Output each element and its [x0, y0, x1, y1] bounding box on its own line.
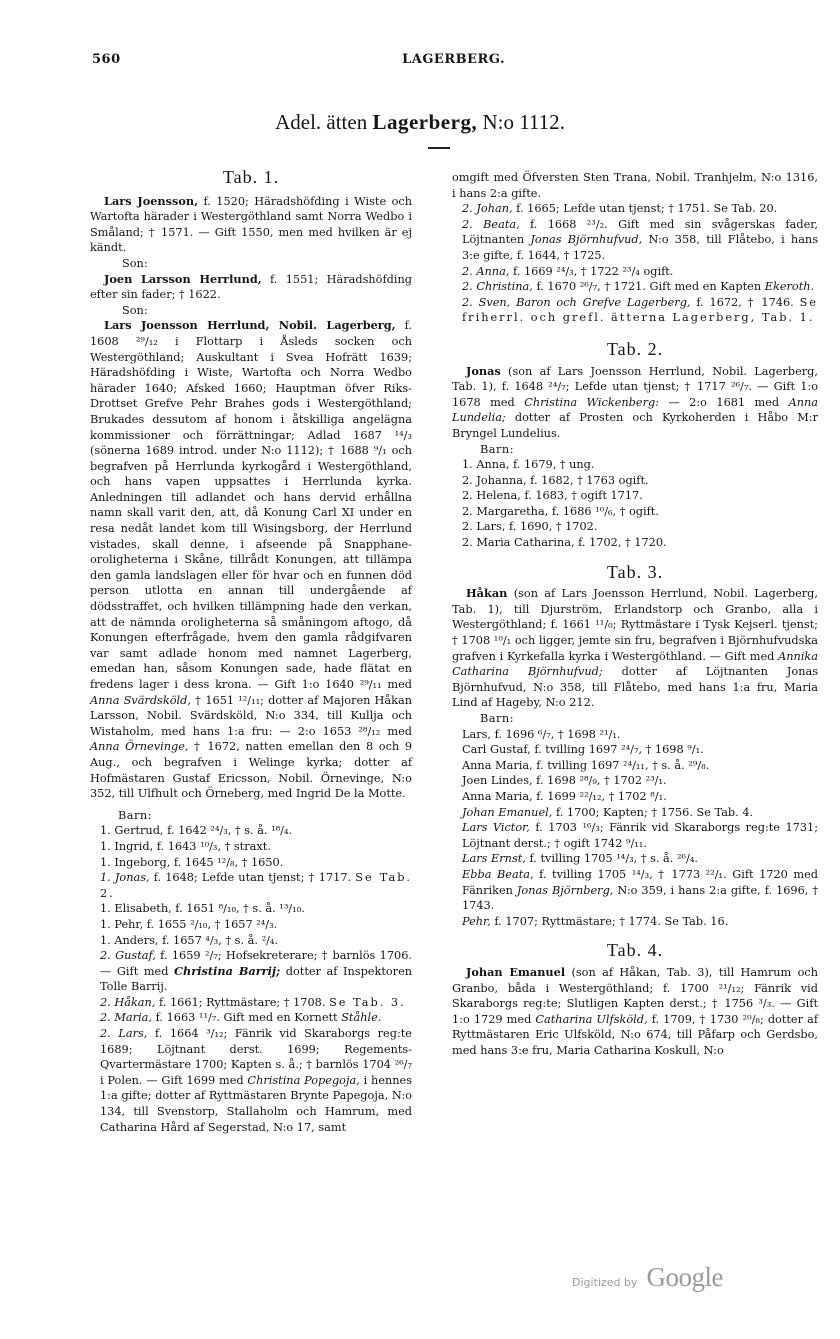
list-item: Carl Gustaf, f. tvilling 1697 ²⁴/₇, † 1698 ⁹/₁.: [462, 743, 704, 757]
child-name: 2. Beata,: [462, 217, 520, 231]
list-item: [452, 914, 818, 930]
child-text: N:o 359, i hans 2:a gifte, f. 1696, † 1743.: [462, 883, 818, 913]
child-text: f. 1707; Ryttmästare; † 1774. Se Tab. 16.: [494, 914, 729, 928]
son-label: Son:: [122, 303, 148, 317]
child-name: 2. Gustaf,: [100, 949, 156, 963]
spouse-name: Anna Lundelia;: [452, 395, 819, 425]
google-logo: Google: [646, 1262, 724, 1292]
child-name: 2. Sven, Baron och Grefve Lagerberg,: [462, 295, 691, 309]
entry-johan-emanuel: [452, 965, 818, 1059]
list-item: [452, 295, 818, 326]
spouse-name: Christina Wickenberg:: [524, 395, 660, 409]
spouse-name: Christina Barrij;: [174, 963, 281, 978]
digitized-watermark: [572, 1262, 723, 1293]
list-item: [90, 870, 412, 901]
child-name: Lars Ernst,: [462, 852, 526, 866]
entry-lars-joensson: [90, 194, 412, 256]
spouse-name: Jonas Björnhufvud,: [530, 233, 643, 247]
tab1-heading: Tab. 1.: [222, 167, 280, 187]
title-rule: [428, 147, 450, 149]
person-name: Lars Joensson Herrlund, Nobil. Lagerberg,: [104, 318, 396, 333]
person-name: Joen Larsson Herrlund,: [104, 271, 262, 286]
child-text: f. 1700; Kapten; † 1756. Se Tab. 4.: [555, 805, 754, 819]
title-family: Lagerberg,: [372, 110, 478, 134]
child-text: f. 1661; Ryttmästare; † 1708.: [159, 995, 326, 1009]
list-item: 1. Anna, f. 1679, † ung.: [462, 458, 595, 472]
list-item: Joen Lindes, f. 1698 ²⁸/₉, † 1702 ²³/₁.: [462, 774, 667, 788]
child-name: Pehr,: [462, 914, 491, 928]
list-item: Anna Maria, f. 1699 ²²/₁₂, † 1702 ⁸/₁.: [462, 789, 667, 803]
spouse-name: Anna Örnevinge,: [90, 740, 189, 754]
title-number: N:o 1112.: [482, 110, 565, 134]
entry-text: (son af Lars Joensson Herrlund, Nobil. Lagerberg, Tab. 1), till Djurström, Erlandstorp och Granbo, alla i Westergöthland; f. 1661 ¹¹/₀; Ryttmästare i Tysk Kejserl. tjenst; † 1708 ¹⁰/₁ och ligger, jemte sin fru, begrafven i Björnhufvudska grafven i Kyrkefalla kyrka i Westergöthland. — Gift med: [452, 587, 818, 663]
list-item: 1. Anders, f. 1657 ⁴/₃, † s. å. ²/₄.: [100, 933, 279, 947]
list-item: [452, 805, 818, 821]
continued-text: omgift med Öfversten Sten Trana, Nobil. Tranhjelm, N:o 1316, i hans 2:a gifte.: [452, 171, 818, 200]
spouse-name: Ekeroth.: [764, 280, 815, 294]
child-name: 2. Anna,: [462, 264, 510, 278]
child-text: f. tvilling 1705 ¹⁴/₃, † s. å. ²⁶/₄.: [529, 852, 698, 866]
children-label: Barn:: [118, 808, 153, 822]
entry-jonas: [452, 364, 818, 442]
person-name: Håkan: [466, 586, 508, 601]
child-text: f. 1664 ³/₁₂; Fänrik vid Skaraborgs reg:te 1689; Löjtnant derst. 1699; Regements-Qvartermästare 1700; Kapten s. å.; † barnlös 1704 ²⁶/₇ i Polen. — Gift 1699 med: [100, 1027, 412, 1087]
child-text: f. 1648; Lefde utan tjenst; † 1717.: [153, 871, 352, 885]
list-item: [452, 867, 818, 914]
list-item: 2. Maria Catharina, f. 1702, † 1720.: [462, 536, 667, 550]
left-column: [90, 167, 413, 1135]
list-item: 2. Lars, f. 1690, † 1702.: [462, 520, 598, 534]
child-text: f. tvilling 1705 ¹⁴/₃, † 1773 ²²/₁. Gift 1720 med Fänriken: [462, 867, 819, 897]
page-title: [0, 110, 840, 135]
title-prefix: Adel. ätten: [275, 110, 368, 134]
child-name: 2. Maria,: [100, 1011, 153, 1025]
list-item: 2. Helena, f. 1683, † ogift 1717.: [462, 489, 643, 503]
list-item: 1. Pehr, f. 1655 ²/₁₀, † 1657 ²⁴/₃.: [100, 917, 278, 931]
entry-text: † 1651 ¹²/₁₁; dotter af Majoren Håkan Larsson, Nobil. Svärdsköld, N:o 334, till Kullja och Wistaholm, med hans 1:a fru: — 2:o 1653 ²⁸/₁₂ med: [90, 693, 412, 738]
child-text: f. 1669 ²⁴/₃, † 1722 ²³/₄ ogift.: [513, 264, 674, 278]
children-label: Barn:: [480, 712, 515, 725]
child-name: Ebba Beata,: [462, 867, 534, 881]
child-text: N:o 358, till Flåtebo, i hans 3:e gifte, f. 1644, † 1725.: [462, 233, 818, 262]
person-name: Johan Emanuel: [466, 964, 566, 979]
child-text: dotter af Inspektoren Tolle Barrij.: [100, 964, 413, 994]
person-name: Lars Joensson,: [104, 193, 199, 208]
child-text: i hennes 1:a gifte; dotter af Ryttmästaren Brynte Papegoja, N:o 134, till Svenstorp, Stallaholm och Hamrum, med Catharina Hård af Segerstad, N:o 17, samt: [100, 1073, 412, 1134]
cross-reference: Se Tab. 2.: [100, 871, 413, 900]
child-text: f. 1670 ²⁶/₇, † 1721. Gift med en Kapten: [536, 280, 762, 294]
spouse-name: Jonas Björnberg,: [516, 883, 614, 897]
entry-text: dotter af Löjtnanten Jonas Björnhufvud, N:o 358, till Flåtebo, med hans 1:a fru, Maria Lind af Hageby, N:o 212.: [452, 665, 818, 710]
spouse-name: Ståhle.: [341, 1011, 382, 1025]
child-text: f. 1703 ¹⁶/₃; Fänrik vid Skaraborgs reg:te 1731; Löjtnant derst.; † ogift 1742 ⁹/₁₁.: [462, 821, 818, 850]
child-text: f. 1663 ¹¹/₇. Gift med en Kornett: [155, 1011, 338, 1025]
entry-lars-lagerberg: [90, 318, 412, 801]
children-label: Barn:: [480, 442, 515, 456]
entry-joen-larsson: [90, 272, 412, 303]
list-item: 1. Ingeborg, f. 1645 ¹²/₈, † 1650.: [100, 855, 284, 869]
child-text: f. 1672, † 1746.: [696, 295, 794, 309]
list-item: [452, 279, 818, 295]
list-item: [90, 948, 412, 995]
entry-text: f. 1608 ²⁹/₁₂ i Flottarp i Åsleds socken och Westergöthland; Auskultant i Svea Hofrätt 1639; Häradshöfding i Wiste, Wartofta och Norra Wedbo härader 1640; Afsked 1660; Hauptman öfver Riks-Drottset Grefve Pehr Brahes gods i Westergöthland; Brukades dessutom af honom i åtskilliga angelägna kommissioner och förrättningar; Adlad 1687 ¹⁴/₃ (sönerna 1689 introd. under N:o 1112); † 1688 ⁹/₁ och begrafven på Herrlunda kyrkogård i Westergöthland, och hans vapen uppsattes i Herrlunda kyrka. Anledningen till adlandet och hans dervid erhållna namn skall varit den, att, då Konung Carl XI under en resa nedåt landet kom till Wisingsborg, der Herrlund vistades, skall denne, i afseende på Snapphane-oroligheterna i Skåne, tillrådt Konungen, att tillämpa den gamla landslagen eller för hvar och en funnen död person utlotta en annan till undergående af dödsstraffet, och hvilken tillämpning hade den verkan, att de nämnda oroligheterna så småningom aftogo, då Konungen efterfrågade, hvem den gamla rådgifvaren var samt adlade honom med namnet Lagerberg, emedan han, såsom Konungen sade, hade flätat en fredens lager i dess krona. — Gift 1:o 1640 ²⁹/₁₁ med: [90, 319, 413, 691]
entry-text: (son af Håkan, Tab. 3), till Hamrum och Granbo, båda i Westergöthland; f. 1700 ²¹/₁₂; Fänrik vid Skaraborgs reg:te; Slutligen Kapten derst.; † 1756 ³/₃. — Gift 1:o 1729 med: [452, 965, 818, 1026]
child-name: 2. Christina,: [462, 280, 533, 294]
list-item: 1. Gertrud, f. 1642 ²⁴/₃, † s. å. ¹⁸/₄.: [100, 824, 293, 838]
list-item: [452, 201, 818, 217]
child-text: f. 1668 ²³/₂. Gift med sin svågerskas fader, Löjtnanten: [462, 217, 818, 247]
child-name: 1. Jonas,: [100, 871, 150, 885]
entry-text: — 2:o 1681 med: [668, 395, 780, 409]
entry-text: † 1672, natten emellan den 8 och 9 Aug., och begrafven i Welinge kyrka; dotter af Hofmästaren Gustaf Ericsson, Nobil. Örnevinge, N:o 352, till Ulfhult och Örneberg, med Ingrid De la Motte.: [90, 740, 413, 801]
child-name: 2. Johan,: [462, 202, 513, 216]
child-name: Johan Emanuel,: [462, 805, 553, 819]
list-item: [90, 1026, 412, 1135]
entry-text: (son af Lars Joensson Herrlund, Nobil. Lagerberg, Tab. 1), f. 1648 ²⁴/₇; Lefde utan tjenst; † 1717 ²⁶/₇. — Gift 1:o 1678 med: [452, 364, 818, 409]
tab4-heading: Tab. 4.: [606, 940, 664, 961]
page-number: 560: [92, 52, 121, 67]
list-item: Anna Maria, f. tvilling 1697 ²⁴/₁₁, † s. å. ²⁹/₈.: [462, 758, 710, 772]
child-name: 2. Lars,: [100, 1027, 148, 1041]
child-name: 2. Håkan,: [100, 995, 156, 1009]
cross-reference: Se friherrl. och grefl. ätterna Lagerberg, Tab. 1.: [462, 295, 818, 325]
son-label: Son:: [122, 256, 148, 270]
cross-reference: Se Tab. 3.: [329, 995, 406, 1009]
spouse-name: Catharina Ulfsköld,: [535, 1012, 648, 1026]
tab3-heading: Tab. 3.: [606, 561, 664, 582]
list-item: [452, 264, 818, 280]
person-name: Jonas: [466, 363, 501, 378]
spouse-name: Christina Popegoja,: [247, 1073, 360, 1087]
list-item: 1. Elisabeth, f. 1651 ⁸/₁₀, † s. å. ¹³/₁₀.: [100, 902, 305, 916]
digitized-label: Digitized by: [572, 1276, 638, 1289]
child-name: Lars Victor,: [462, 821, 530, 835]
tab2-heading: Tab. 2.: [606, 338, 664, 359]
entry-text: f. 1709, † 1730 ²⁰/₈; dotter af Ryttmästaren Eric Ulfsköld, N:o 674, till Påfarp och Gerdsbo, med hans 3:e fru, Maria Catharina Koskull, N:o: [452, 1012, 818, 1057]
spouse-name: Annika Catharina Björnhufvud;: [452, 649, 819, 679]
running-head: LAGERBERG.: [402, 52, 505, 67]
list-item: [452, 820, 818, 851]
child-text: f. 1665; Lefde utan tjenst; † 1751. Se Tab. 20.: [516, 202, 778, 216]
list-item: [452, 217, 818, 264]
spouse-name: Anna Svärdsköld,: [90, 693, 191, 707]
list-item: 2. Johanna, f. 1682, † 1763 ogift.: [462, 473, 649, 487]
entry-text: dotter af Prosten och Kyrkoherden i Håbo M:r Bryngel Lundelius.: [452, 411, 819, 440]
list-item: Lars, f. 1696 ⁶/₇, † 1698 ²¹/₁.: [462, 727, 621, 741]
child-text: f. 1659 ²/₇; Hofsekreterare; † barnlös 1706. — Gift med: [100, 949, 412, 978]
entry-text: f. 1551; Häradshöfding efter sin fader; † 1622.: [90, 272, 413, 302]
list-item: [452, 851, 818, 867]
list-item: [90, 995, 412, 1011]
list-item: [90, 1010, 412, 1026]
entry-hakan: [452, 586, 818, 711]
right-column: [452, 170, 818, 1058]
list-item: 1. Ingrid, f. 1643 ¹⁰/₃, † straxt.: [100, 839, 271, 853]
entry-text: f. 1520; Häradshöfding i Wiste och Wartofta härader i Westergöthland samt Norra Wedbo i Småland; † 1571. — Gift 1550, men med hvilken är ej kändt.: [90, 194, 412, 255]
list-item: 2. Margaretha, f. 1686 ¹⁰/₆, † ogift.: [462, 504, 659, 518]
